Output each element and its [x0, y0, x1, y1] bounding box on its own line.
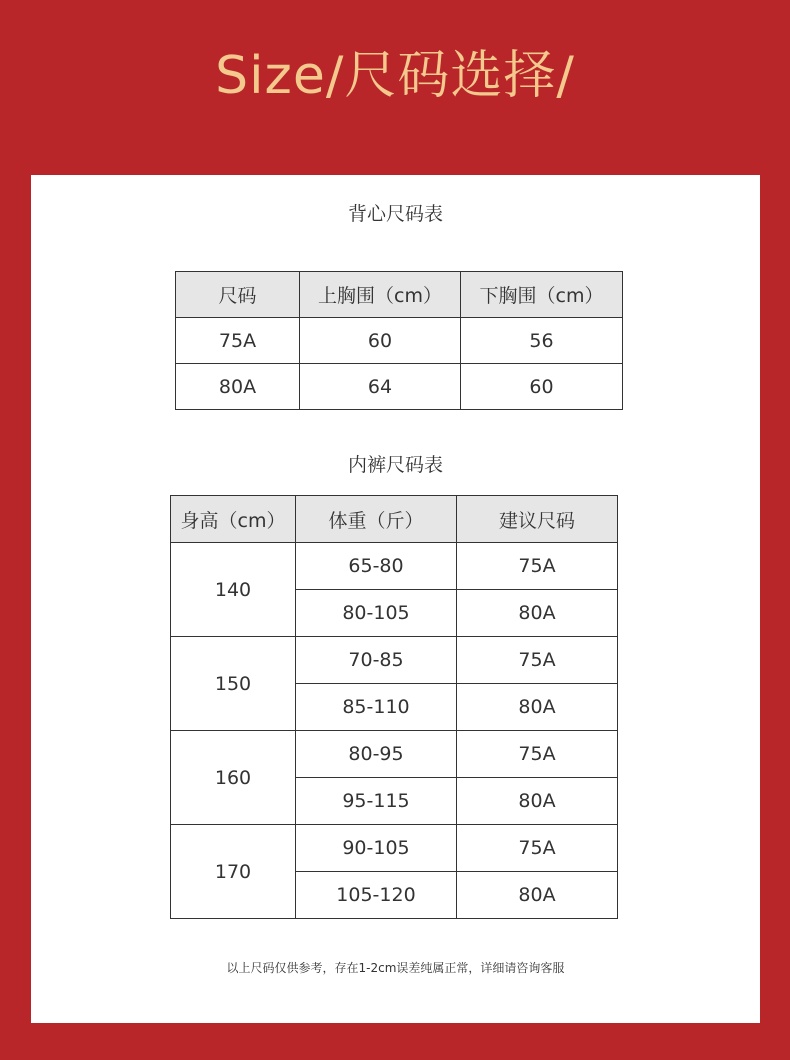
table-cell: 75A [176, 318, 300, 364]
weight-cell: 65-80 [296, 543, 457, 590]
header-cell: 上胸围（cm） [300, 272, 461, 318]
weight-cell: 85-110 [296, 684, 457, 731]
size-cell: 75A [457, 731, 618, 778]
size-cell: 80A [457, 778, 618, 825]
table-header-row [171, 496, 618, 543]
table-cell: 64 [300, 364, 461, 410]
header-cell: 下胸围（cm） [461, 272, 623, 318]
weight-cell: 80-105 [296, 590, 457, 637]
vest-table-title: 背心尺码表 [347, 203, 443, 225]
header-cell: 尺码 [176, 272, 300, 318]
table-cell: 60 [461, 364, 623, 410]
vest-size-table [175, 271, 623, 410]
weight-cell: 105-120 [296, 872, 457, 919]
weight-cell: 95-115 [296, 778, 457, 825]
height-cell: 170 [171, 825, 296, 919]
size-cell: 80A [457, 590, 618, 637]
size-cell: 75A [457, 825, 618, 872]
size-cell: 75A [457, 543, 618, 590]
table-row [171, 731, 618, 778]
height-cell: 160 [171, 731, 296, 825]
height-cell: 140 [171, 543, 296, 637]
table-row [176, 318, 623, 364]
header-cell: 身高（cm） [171, 496, 296, 543]
header-cell: 建议尺码 [457, 496, 618, 543]
weight-cell: 70-85 [296, 637, 457, 684]
table-header-row [176, 272, 623, 318]
size-cell: 80A [457, 872, 618, 919]
table-row [171, 637, 618, 684]
size-footnote: 以上尺码仅供参考，存在1-2cm误差纯属正常，详细请咨询客服 [226, 961, 565, 975]
weight-cell: 80-95 [296, 731, 457, 778]
brief-size-table [170, 495, 618, 919]
weight-cell: 90-105 [296, 825, 457, 872]
banner-title: Size/尺码选择/ [215, 46, 575, 106]
size-cell: 80A [457, 684, 618, 731]
brief-table-title: 内裤尺码表 [347, 454, 443, 476]
table-row [176, 364, 623, 410]
size-cell: 75A [457, 637, 618, 684]
header-cell: 体重（斤） [296, 496, 457, 543]
height-cell: 150 [171, 637, 296, 731]
table-cell: 80A [176, 364, 300, 410]
table-cell: 60 [300, 318, 461, 364]
size-chart-card [31, 175, 760, 1023]
table-row [171, 825, 618, 872]
table-cell: 56 [461, 318, 623, 364]
table-row [171, 543, 618, 590]
